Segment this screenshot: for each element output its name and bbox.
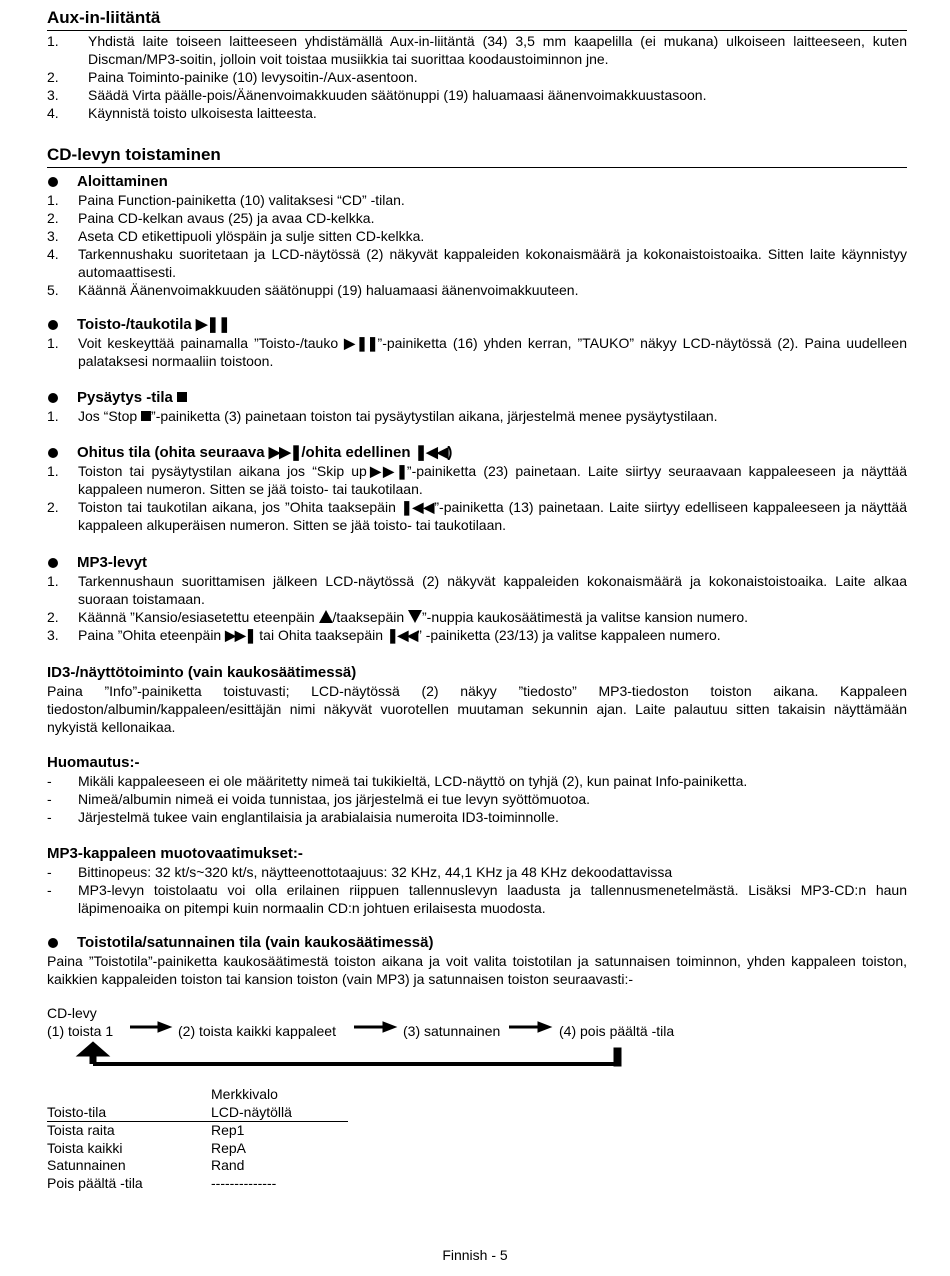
stop-list [47, 407, 907, 425]
note-section [47, 753, 907, 826]
stop-heading: Pysäytys -tila [77, 389, 173, 406]
pause-section [47, 315, 907, 370]
table-row: Toista kaikki RepA [47, 1139, 247, 1156]
list-item: 5. Käännä Äänenvoimakkuuden säätönuppi (19) haluamaasi äänenvoimakkuuteen. [47, 282, 579, 298]
list-item: 2. Paina Toiminto-painike (10) levysoitin-/Aux-asentoon. [47, 69, 418, 85]
list-item: - Bittinopeus: 32 kt/s~320 kt/s, näytteenottotaajuus: 32 KHz, 44,1 KHz ja 48 KHz dekoodattavissa [47, 864, 673, 880]
stop-icon [141, 411, 151, 421]
aux-title: Aux-in-liitäntä [47, 8, 907, 31]
skip-list [47, 462, 907, 534]
pause-list [47, 334, 907, 370]
id3-section [47, 663, 907, 736]
list-item: - Järjestelmä tukee vain englantilaisia ja arabialaisia numeroita ID3-toiminnolle. [47, 809, 559, 825]
arrow-right-icon [158, 1022, 171, 1032]
list-item: 3. Paina ”Ohita eteenpäin ▶▶❚ tai Ohita taaksepäin ❚◀◀” -painiketta (23/13) ja valitse kappaleen numero. [47, 627, 721, 643]
folder-up-icon [319, 610, 333, 623]
skip-next-icon: ▶▶❚ [366, 463, 407, 479]
cd-title: CD-levyn toistaminen [47, 145, 907, 168]
page-footer: Finnish - 5 [442, 1247, 508, 1263]
bullet-icon [48, 448, 58, 458]
bullet-icon [48, 320, 58, 330]
arrow-right-icon [538, 1022, 551, 1032]
id3-heading: ID3-/näyttötoiminto (vain kaukosäätimessä) [47, 664, 357, 681]
list-item: 2. Paina CD-kelkan avaus (25) ja avaa CD-kelkka. [47, 210, 375, 226]
format-heading: MP3-kappaleen muotovaatimukset:- [47, 845, 303, 862]
mp3-list [47, 572, 907, 644]
skip-next-icon: ▶▶❚ [268, 444, 302, 461]
list-item: 4. Tarkennushaku suoritetaan ja LCD-näytössä (2) näkyvät kappaleiden kokonaismäärä ja kokonaistoistoaika. Sitten laite käynnistyy automaattisesti. [47, 246, 907, 280]
aux-list [47, 32, 907, 122]
flow-step-1: (1) toista 1 [47, 1023, 114, 1039]
start-section [47, 172, 907, 299]
repeat-text: Paina ”Toistotila”-painiketta kaukosäätimestä toiston aikana ja voit valita toistotilan ja satunnaisen toiminnon, yhden kappaleen toiston, kaikkien kappaleiden toiston tai kansion toiston (vain MP3) ja satunnaisen toiston seuraavasti:- [47, 953, 907, 987]
play-pause-icon: ▶❚❚ [195, 316, 230, 333]
flow-step-3: (3) satunnainen [403, 1023, 501, 1039]
id3-text: Paina ”Info”-painiketta toistuvasti; LCD-näytössä (2) näkyy ”tiedosto” MP3-tiedoston toiston aikana. Kappaleen tiedoston/albumin/kappaleen/esittäjän nimi näkyvät vuorotellen muutaman sekunnin ajan. Laite palautuu sitten takaisin näyttämään nykyistä kellonaikaa. [47, 683, 907, 735]
table-header: Toisto-tila [47, 1103, 107, 1120]
list-item: 1. Yhdistä laite toiseen laitteeseen yhdistämällä Aux-in-liitäntä (34) 3,5 mm kaapelilla (ei mukana) ulkoiseen laitteeseen, kuten Discman/MP3-soitin, jolloin voit toistaa musiikkia tai suorittaa koodaustoiminnon jne. [47, 33, 907, 67]
list-item: - Nimeä/albumin nimeä ei voida tunnistaa, jos järjestelmä ei tue levyn syöttömuotoa. [47, 791, 591, 807]
skip-previous-icon: ❚◀◀ [400, 499, 435, 515]
format-section [47, 844, 907, 917]
flow-step-2: (2) toista kaikki kappaleet [178, 1023, 336, 1039]
list-item: - Mikäli kappaleeseen ei ole määritetty nimeä tai tukikieltä, LCD-näyttö on tyhjä (2), kun painat Info-painiketta. [47, 773, 748, 789]
repeat-mode-table [47, 1086, 367, 1192]
flow-step-4: (4) pois päältä -tila [559, 1023, 675, 1039]
list-item: 2. Käännä ”Kansio/esiasetettu eteenpäin /taaksepäin ”-nuppia kaukosäätimestä ja valitse kansion numero. [47, 609, 749, 625]
table-row: Satunnainen Rand [47, 1157, 245, 1173]
pause-heading: Toisto-/taukotila [77, 316, 192, 333]
skip-next-icon: ▶▶❚ [225, 627, 256, 643]
skip-section: Ohitus tila (ohita seuraava ▶▶❚/ohita edellinen ❚◀◀) 1. Toiston tai pysäytystilan aikana jos “Skip up▶▶❚”-painiketta (23) painetaan. Laite siirtyy seuraavaan kappaleeseen ja näyttää kappaleen numeron. Sitten se jää toisto- tai taukotilaan. 2. Toiston tai taukotilan aikana, jos ”Ohita taaksepäin ❚◀◀”-painiketta (13) painetaan. Laite siirtyy edelliseen kappaleeseen ja näyttää kappaleen alkuperäisen numeron. Sitten se jää toisto- tai taukotilaan. [47, 444, 907, 533]
list-item: 1. Toiston tai pysäytystilan aikana jos “Skip up▶▶❚”-painiketta (23) painetaan. Laite siirtyy seuraavaan kappaleeseen ja näyttää kappaleen numeron. Sitten se jää toisto- tai taukotilaan. [47, 463, 907, 497]
table-row: Pois päältä -tila -------------- [47, 1174, 277, 1191]
bullet-icon [48, 393, 58, 403]
list-item: 1. Tarkennushaun suorittamisen jälkeen LCD-näytössä (2) näkyvät kappaleiden kokonaismäärä ja kokonaistoistoaika. Laite alkaa suoraan toistamaan. [47, 573, 907, 607]
list-item: 2. Toiston tai taukotilan aikana, jos ”Ohita taaksepäin ❚◀◀”-painiketta (13) painetaan. Laite siirtyy edelliseen kappaleeseen ja näyttää kappaleen alkuperäisen numeron. Sitten se jää toisto- tai taukotilaan. [47, 499, 907, 533]
skip-heading: Ohitus tila (ohita seuraava [77, 444, 269, 461]
list-item: - MP3-levyn toistolaatu voi olla erilainen riippuen tallennuslevyn laadusta ja tallennusmenetelmästä. Lisäksi MP3-CD:n haun läpimenoaika on pitempi kuin normaalin CD:n johtuen erilaisesta muodosta. [47, 882, 907, 916]
skip-previous-icon: ❚◀◀ [386, 627, 418, 643]
list-item: 4. Käynnistä toisto ulkoisesta laitteesta. [47, 105, 317, 121]
note-heading: Huomautus:- [47, 754, 140, 771]
play-pause-icon: ▶❚❚ [344, 335, 378, 351]
skip-previous-icon: ❚◀◀ [414, 444, 448, 461]
note-list [47, 772, 907, 826]
start-list [47, 191, 907, 299]
stop-icon [177, 392, 187, 402]
mp3-section [47, 553, 907, 644]
bullet-icon [48, 938, 58, 948]
mp3-heading: MP3-levyt [77, 554, 148, 571]
table-header: Merkkivalo [211, 1086, 278, 1102]
repeat-section [47, 933, 907, 988]
list-item: 1. Paina Function-painiketta (10) valitaksesi “CD” -tilan. [47, 192, 405, 208]
arrow-right-icon [383, 1022, 396, 1032]
list-item: 1. Jos “Stop ”-painiketta (3) painetaan toiston tai pysäytystilan aikana, järjestelmä menee pysäytystilaan. [47, 408, 718, 424]
flow-title: CD-levy [47, 1005, 97, 1021]
bullet-icon [48, 558, 58, 568]
folder-down-icon [408, 610, 422, 623]
repeat-heading: Toistotila/satunnainen tila (vain kaukosäätimessä) [77, 934, 434, 951]
list-item: 1. Voit keskeyttää painamalla ”Toisto-/tauko ▶❚❚”-painiketta (16) yhden kerran, ”TAUKO” näkyy LCD-näytössä (2). Paina uudelleen palataksesi normaaliin toistoon. [47, 335, 908, 369]
repeat-flow-diagram [47, 1004, 907, 1070]
list-item: 3. Aseta CD etikettipuoli ylöspäin ja sulje sitten CD-kelkka. [47, 228, 425, 244]
aux-section [47, 8, 907, 122]
stop-section [47, 388, 907, 425]
table-header: LCD-näytöllä [211, 1103, 292, 1120]
arrow-up-icon [77, 1042, 109, 1056]
format-list [47, 863, 907, 917]
bullet-icon [48, 177, 58, 187]
cd-section [47, 145, 907, 168]
start-heading: Aloittaminen [77, 173, 168, 190]
table-row: Toista raita Rep1 [47, 1122, 245, 1138]
list-item: 3. Säädä Virta päälle-pois/Äänenvoimakkuuden säätönuppi (19) haluamaasi äänenvoimakkuustasoon. [47, 87, 707, 103]
